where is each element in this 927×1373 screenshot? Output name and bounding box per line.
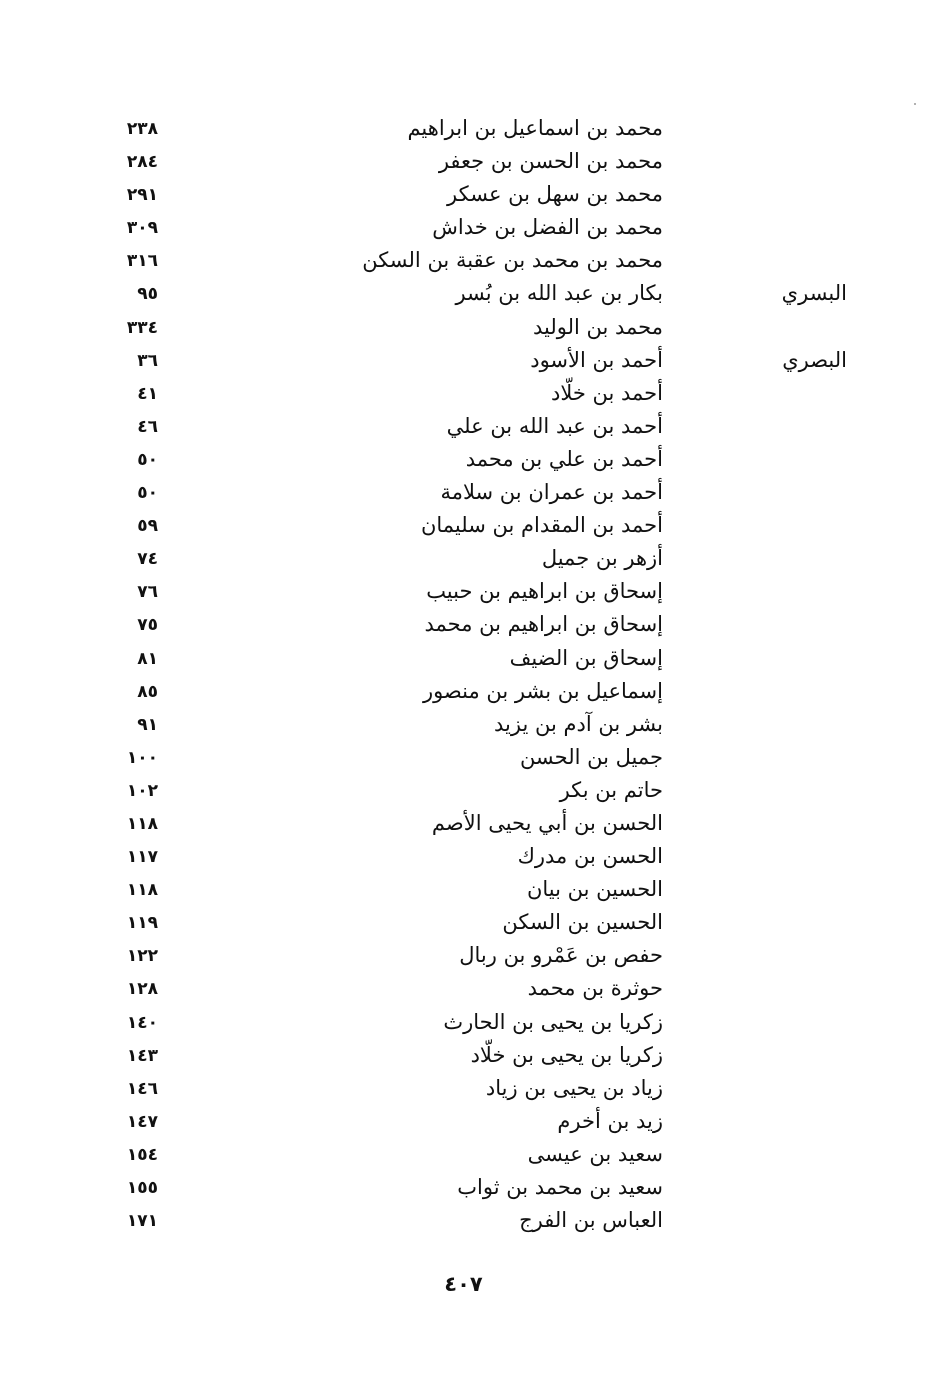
page-reference: ١١٨ xyxy=(126,813,158,834)
index-row xyxy=(0,1043,927,1076)
narrator-name: حوثرة بن محمد xyxy=(527,976,663,1001)
index-row xyxy=(0,778,927,811)
page-reference: ٥٠ xyxy=(137,449,158,470)
index-row xyxy=(0,513,927,546)
narrator-name: محمد بن الوليد xyxy=(533,314,663,339)
narrator-name: إسماعيل بن بشر بن منصور xyxy=(422,678,663,703)
narrator-name: سعيد بن محمد بن ثواب xyxy=(457,1175,663,1199)
narrator-name: أحمد بن علي بن محمد xyxy=(465,446,663,471)
narrator-name: إسحاق بن ابراهيم بن محمد xyxy=(424,612,663,637)
page-number: ٤٠٧ xyxy=(444,1272,483,1296)
index-row xyxy=(0,414,927,447)
page-reference: ١٢٢ xyxy=(126,946,158,967)
index-row xyxy=(0,182,927,215)
narrator-name: زياد بن يحيى بن زياد xyxy=(485,1075,663,1100)
narrator-name: بشر بن آدم بن يزيد xyxy=(493,711,663,736)
index-row xyxy=(0,215,927,248)
index-row xyxy=(0,844,927,877)
scan-speck xyxy=(914,103,916,105)
index-row xyxy=(0,546,927,579)
index-row xyxy=(0,315,927,348)
page-reference: ١٢٨ xyxy=(126,979,158,1000)
index-row xyxy=(0,712,927,745)
index-row xyxy=(0,447,927,480)
page-reference: ١٤٦ xyxy=(126,1078,158,1099)
index-row xyxy=(0,943,927,976)
page-reference: ٧٥ xyxy=(137,615,158,636)
narrator-name: محمد بن الفضل بن خداش xyxy=(432,215,663,240)
narrator-name: الحسن بن مدرك xyxy=(517,844,663,869)
narrator-name: محمد بن سهل بن عسكر xyxy=(447,182,663,207)
narrator-name: حاتم بن بكر xyxy=(559,777,663,802)
page-reference: ٥٩ xyxy=(137,516,158,537)
page-reference: ١٤٧ xyxy=(126,1111,158,1132)
narrator-name: العباس بن الفرج xyxy=(519,1208,663,1233)
narrator-name: سعيد بن عيسى xyxy=(527,1141,663,1166)
narrator-name: أحمد بن المقدام بن سليمان xyxy=(420,513,663,538)
index-row xyxy=(0,1109,927,1142)
page-reference: ١٥٤ xyxy=(126,1144,158,1165)
index-row xyxy=(0,877,927,910)
index-row xyxy=(0,612,927,645)
page-reference: ٩١ xyxy=(137,714,158,735)
page-reference: ٩٥ xyxy=(137,284,158,305)
page-reference: ١١٨ xyxy=(126,880,158,901)
page-reference: ١٠٠ xyxy=(126,747,158,768)
narrator-name: محمد بن محمد بن عقبة بن السكن xyxy=(362,248,663,273)
page-reference: ١٤٠ xyxy=(126,1012,158,1033)
narrator-name: أحمد بن خلّاد xyxy=(550,380,663,405)
index-row xyxy=(0,646,927,679)
index-row xyxy=(0,1175,927,1208)
index-row xyxy=(0,348,927,381)
page-reference: ٨٥ xyxy=(137,681,158,702)
narrator-name: إسحاق بن ابراهيم بن حبيب xyxy=(426,579,663,604)
index-row xyxy=(0,149,927,182)
page-reference: ٢٩١ xyxy=(126,185,158,206)
index-row xyxy=(0,579,927,612)
narrator-name: أزهر بن جميل xyxy=(541,546,663,571)
index-row xyxy=(0,1010,927,1043)
index-row xyxy=(0,248,927,281)
page-reference: ٢٣٨ xyxy=(126,119,158,139)
index-row xyxy=(0,1208,927,1241)
page-reference: ٧٤ xyxy=(137,549,158,570)
page-reference: ١٧١ xyxy=(126,1211,158,1232)
narrator-name: الحسن بن أبي يحيى الأصم xyxy=(431,810,663,835)
page-reference: ٣٦ xyxy=(137,350,158,371)
page-reference: ٣٣٤ xyxy=(126,317,158,338)
narrator-name: حفص بن عَمْرو بن ربال xyxy=(459,943,663,968)
index-row xyxy=(0,381,927,414)
index-list xyxy=(0,116,927,1241)
page-reference: ٧٦ xyxy=(137,582,158,603)
page-reference: ٢٨٤ xyxy=(126,152,158,173)
narrator-name: زكريا بن يحيى بن الحارث xyxy=(443,1009,663,1034)
index-row xyxy=(0,116,927,149)
narrator-name: أحمد بن عبد الله بن علي xyxy=(446,413,663,438)
page-reference: ١١٧ xyxy=(126,847,158,868)
narrator-name: محمد بن اسماعيل بن ابراهيم xyxy=(407,116,663,140)
page-reference: ٤٦ xyxy=(137,416,158,437)
page-reference: ٤١ xyxy=(137,383,158,404)
index-row xyxy=(0,811,927,844)
narrator-name: إسحاق بن الضيف xyxy=(509,645,663,670)
page-reference: ١١٩ xyxy=(126,913,158,934)
narrator-name: بكار بن عبد الله بن بُسر xyxy=(455,281,663,306)
index-row xyxy=(0,976,927,1009)
index-row xyxy=(0,679,927,712)
narrator-name: أحمد بن الأسود xyxy=(530,347,663,372)
narrator-name: زكريا بن يحيى بن خلّاد xyxy=(470,1042,663,1067)
narrator-name: الحسين بن بيان xyxy=(526,877,663,902)
index-row xyxy=(0,281,927,314)
page-reference: ١٠٢ xyxy=(126,780,158,801)
nisba-heading: البصري xyxy=(782,347,847,372)
narrator-name: جميل بن الحسن xyxy=(519,744,663,769)
page-reference: ٨١ xyxy=(137,648,158,669)
narrator-name: الحسين بن السكن xyxy=(502,910,663,935)
narrator-name: زيد بن أخرم xyxy=(557,1108,663,1133)
page-reference: ٣١٦ xyxy=(126,251,158,272)
index-row xyxy=(0,1142,927,1175)
index-row xyxy=(0,1076,927,1109)
page-reference: ١٤٣ xyxy=(126,1045,158,1066)
index-row xyxy=(0,745,927,778)
page-reference: ١٥٥ xyxy=(126,1178,158,1198)
narrator-name: محمد بن الحسن بن جعفر xyxy=(438,149,663,174)
narrator-name: أحمد بن عمران بن سلامة xyxy=(440,480,663,505)
index-row xyxy=(0,480,927,513)
index-row xyxy=(0,910,927,943)
nisba-heading: البسري xyxy=(781,281,847,306)
page-reference: ٣٠٩ xyxy=(126,218,158,239)
page-reference: ٥٠ xyxy=(137,483,158,504)
